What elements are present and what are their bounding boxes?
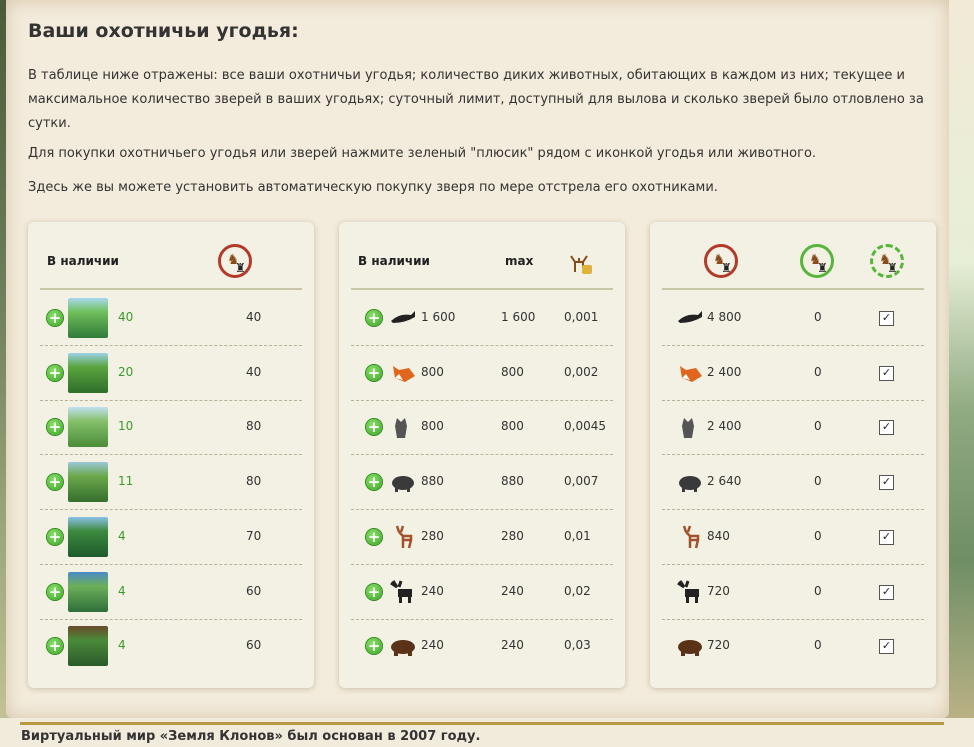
caught-today-value: 0 xyxy=(814,419,822,434)
caught-today-value: 0 xyxy=(814,364,822,379)
add-ground-button[interactable]: + xyxy=(48,473,62,492)
add-animal-button[interactable]: + xyxy=(367,473,381,492)
wolf-icon xyxy=(676,414,704,438)
row-divider xyxy=(351,345,613,346)
caught-today-value: 0 xyxy=(814,528,822,543)
animal-rate-value: 0,001 xyxy=(564,310,599,324)
row-divider xyxy=(40,454,302,455)
row-divider xyxy=(40,619,302,620)
grounds-header-divider xyxy=(40,288,302,290)
ground-animal-count: 4 xyxy=(118,638,126,653)
daily-limit-value: 840 xyxy=(707,528,730,543)
animal-rate-value: 0,0045 xyxy=(564,419,606,434)
row-divider xyxy=(662,454,924,455)
animal-max-count: 240 xyxy=(501,583,524,598)
forest-ground-7-icon xyxy=(68,626,108,666)
ground-animal-count: 20 xyxy=(118,364,134,379)
animal-rate-value: 0,03 xyxy=(564,638,591,653)
hunting-limit-icon: ♞ ♜ xyxy=(218,244,252,278)
ground-animal-count: 11 xyxy=(118,474,134,489)
daily-limit-value: 2 400 xyxy=(707,364,742,379)
auto-buy-checkbox[interactable]: ✓ xyxy=(879,530,894,545)
ground-animal-count: 4 xyxy=(118,528,126,543)
deer-icon xyxy=(389,524,417,548)
ground-animal-count: 10 xyxy=(118,419,134,434)
ground-animal-count: 40 xyxy=(118,310,134,324)
row-divider xyxy=(662,564,924,565)
sable-icon xyxy=(389,305,417,329)
row-divider xyxy=(40,400,302,401)
deer-gold-icon xyxy=(565,248,593,276)
animals-panel xyxy=(339,222,625,688)
animals-header-max: max xyxy=(505,254,534,268)
moose-icon xyxy=(676,579,704,603)
caught-today-value: 0 xyxy=(814,474,822,489)
add-animal-button[interactable]: + xyxy=(367,363,381,382)
grounds-panel xyxy=(28,222,314,688)
auto-buy-checkbox[interactable]: ✓ xyxy=(879,311,894,326)
ground-limit-value: 40 xyxy=(246,310,262,324)
footer-divider xyxy=(20,722,944,725)
add-animal-button[interactable]: + xyxy=(367,582,381,601)
auto-buy-checkbox[interactable]: ✓ xyxy=(879,366,894,381)
animal-have-count: 800 xyxy=(421,419,444,434)
forest-ground-4-icon xyxy=(68,462,108,502)
auto-buy-paragraph: Здесь же вы можете установить автоматическую покупку зверя по мере отстрела его охотниками. xyxy=(28,180,718,195)
animal-max-count: 800 xyxy=(501,364,524,379)
row-divider xyxy=(662,619,924,620)
animals-header-divider xyxy=(351,288,613,290)
row-divider xyxy=(40,345,302,346)
daily-limit-value: 720 xyxy=(707,638,730,653)
auto-buy-checkbox[interactable]: ✓ xyxy=(879,475,894,490)
fox-icon xyxy=(389,360,417,384)
row-divider xyxy=(351,509,613,510)
animal-max-count: 1 600 xyxy=(501,310,536,324)
forest-ground-5-icon xyxy=(68,517,108,557)
row-divider xyxy=(351,400,613,401)
animal-have-count: 240 xyxy=(421,638,444,653)
wolf-icon xyxy=(389,414,417,438)
add-ground-button[interactable]: + xyxy=(48,582,62,601)
auto-buy-checkbox[interactable]: ✓ xyxy=(879,420,894,435)
row-divider xyxy=(351,619,613,620)
boar-icon xyxy=(389,469,417,493)
forest-ground-2-icon xyxy=(68,353,108,393)
daily-limit-value: 720 xyxy=(707,583,730,598)
forest-ground-1-icon xyxy=(68,298,108,338)
animal-max-count: 280 xyxy=(501,528,524,543)
animal-rate-value: 0,02 xyxy=(564,583,591,598)
caught-today-value: 0 xyxy=(814,583,822,598)
add-ground-button[interactable]: + xyxy=(48,637,62,656)
add-animal-button[interactable]: + xyxy=(367,418,381,437)
animal-have-count: 880 xyxy=(421,474,444,489)
animal-have-count: 1 600 xyxy=(421,310,456,324)
animal-have-count: 240 xyxy=(421,583,444,598)
ground-limit-value: 40 xyxy=(246,364,262,379)
sable-icon xyxy=(676,305,704,329)
footer-text: Виртуальный мир «Земля Клонов» был основан в 2007 году. xyxy=(21,729,481,744)
boar-icon xyxy=(676,469,704,493)
row-divider xyxy=(662,509,924,510)
row-divider xyxy=(40,564,302,565)
add-animal-button[interactable]: + xyxy=(367,309,381,327)
auto-buy-checkbox[interactable]: ✓ xyxy=(879,585,894,600)
bear-icon xyxy=(676,633,704,657)
row-divider xyxy=(351,564,613,565)
auto-buy-checkbox[interactable]: ✓ xyxy=(879,639,894,654)
grounds-header-available: В наличии xyxy=(47,254,119,268)
ground-limit-value: 60 xyxy=(246,638,262,653)
daily-limit-icon: ♞ ♜ xyxy=(704,244,738,278)
buy-hint-paragraph: Для покупки охотничьего угодья или зверей нажмите зеленый "плюсик" рядом с иконкой угодья или животного. xyxy=(28,146,817,161)
ground-limit-value: 80 xyxy=(246,419,262,434)
animal-rate-value: 0,01 xyxy=(564,528,591,543)
add-ground-button[interactable]: + xyxy=(48,418,62,437)
deer-icon xyxy=(676,524,704,548)
limits-header-divider xyxy=(662,288,924,290)
caught-today-icon: ♞ ♜ xyxy=(800,244,834,278)
limits-panel xyxy=(650,222,936,688)
animal-rate-value: 0,002 xyxy=(564,364,599,379)
caught-today-value: 0 xyxy=(814,310,822,324)
daily-limit-value: 2 400 xyxy=(707,419,742,434)
auto-buy-icon: ♞ ♜ xyxy=(870,244,904,278)
page-title: Ваши охотничьи угодья: xyxy=(28,20,299,42)
animals-header-available: В наличии xyxy=(358,254,430,268)
add-ground-button[interactable]: + xyxy=(48,527,62,546)
animal-have-count: 280 xyxy=(421,528,444,543)
add-ground-button[interactable]: + xyxy=(48,363,62,382)
ground-limit-value: 60 xyxy=(246,583,262,598)
add-ground-button[interactable]: + xyxy=(48,309,62,327)
animal-max-count: 240 xyxy=(501,638,524,653)
caught-today-value: 0 xyxy=(814,638,822,653)
daily-limit-value: 4 800 xyxy=(707,310,742,324)
row-divider xyxy=(662,345,924,346)
add-animal-button[interactable]: + xyxy=(367,527,381,546)
intro-paragraph: В таблице ниже отражены: все ваши охотничьи угодья; количество диких животных, обитающих в каждом из них; текущее и максимальное количество зверей в ваших угодьях; суточный лимит, доступный для вылова и сколько зверей было отловлено за сутки. xyxy=(28,68,924,131)
row-divider xyxy=(40,509,302,510)
forest-ground-3-icon xyxy=(68,407,108,447)
bear-icon xyxy=(389,633,417,657)
moose-icon xyxy=(389,579,417,603)
row-divider xyxy=(351,454,613,455)
daily-limit-value: 2 640 xyxy=(707,474,742,489)
animal-max-count: 880 xyxy=(501,474,524,489)
animal-max-count: 800 xyxy=(501,419,524,434)
animal-have-count: 800 xyxy=(421,364,444,379)
add-animal-button[interactable]: + xyxy=(367,637,381,656)
ground-animal-count: 4 xyxy=(118,583,126,598)
animal-rate-value: 0,007 xyxy=(564,474,599,489)
ground-limit-value: 70 xyxy=(246,528,262,543)
fox-icon xyxy=(676,360,704,384)
ground-limit-value: 80 xyxy=(246,474,262,489)
row-divider xyxy=(662,400,924,401)
forest-ground-6-icon xyxy=(68,572,108,612)
